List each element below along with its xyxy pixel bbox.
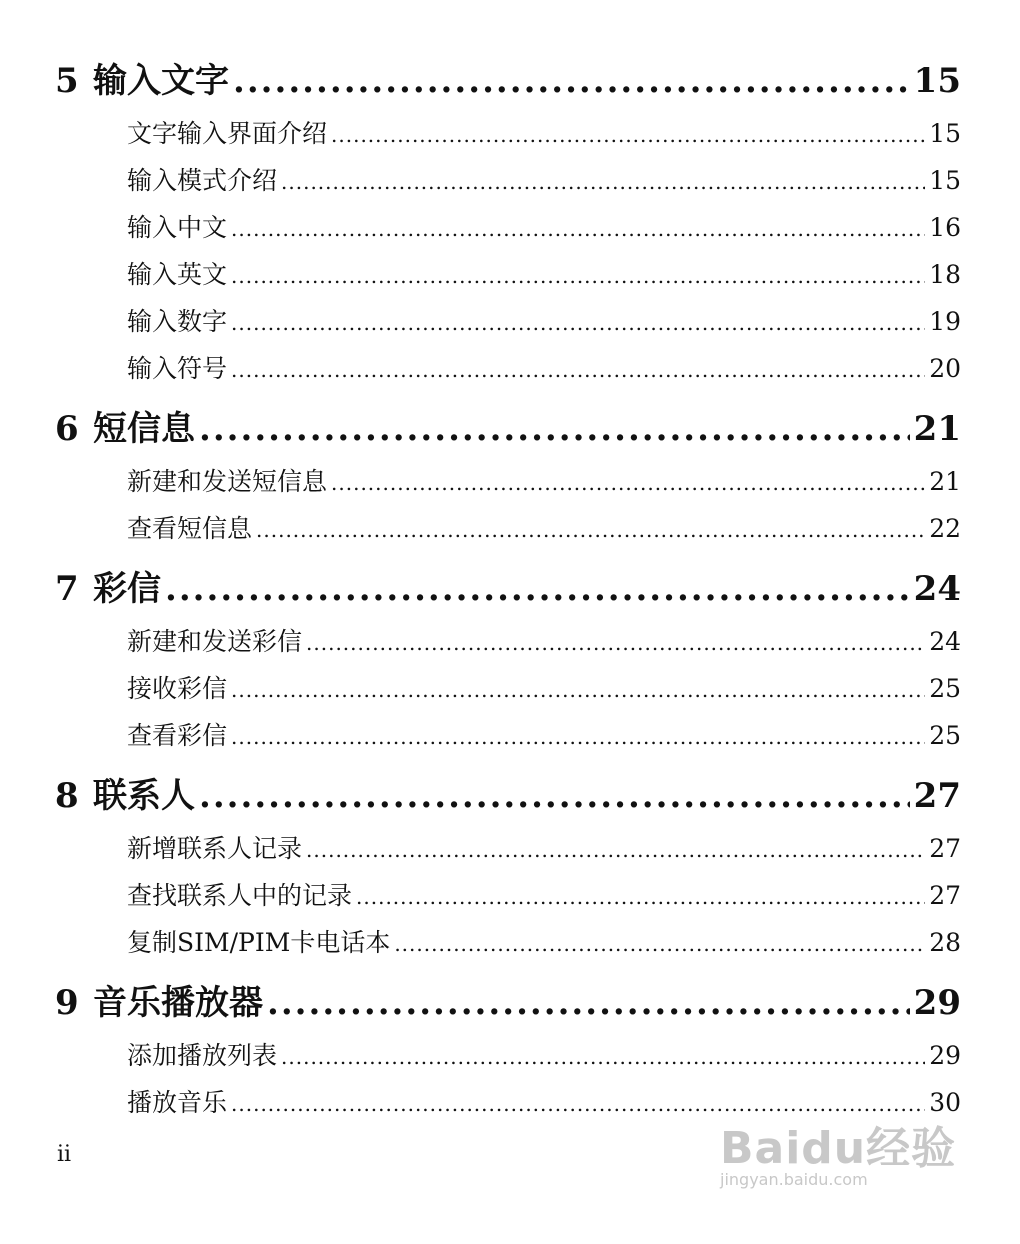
chapter-title: 联系人 — [93, 776, 195, 816]
footer-page-number: ii — [57, 1142, 72, 1167]
section-title: 输入数字 — [127, 307, 228, 336]
dot-leader — [306, 620, 925, 667]
section-title: 输入模式介绍 — [127, 166, 278, 195]
section-title: 输入英文 — [127, 260, 228, 289]
dot-leader — [199, 767, 910, 825]
dot-leader — [165, 560, 910, 618]
toc-section[interactable] — [55, 110, 961, 157]
dot-leader — [199, 400, 910, 458]
chapter-number: 6 — [55, 409, 79, 449]
section-page: 18 — [929, 260, 961, 289]
toc-section[interactable] — [55, 825, 961, 872]
toc-section[interactable] — [55, 157, 961, 204]
dot-leader — [231, 714, 925, 761]
chapter-title: 短信息 — [93, 409, 195, 449]
toc-section[interactable] — [55, 298, 961, 345]
chapter-title: 输入文字 — [93, 61, 229, 101]
section-title: 文字输入界面介绍 — [127, 119, 328, 148]
chapter-page: 27 — [913, 776, 961, 816]
chapter-title: 彩信 — [93, 569, 161, 609]
chapter-page: 15 — [913, 61, 961, 101]
table-of-contents — [55, 52, 961, 1126]
toc-section[interactable] — [55, 919, 961, 966]
section-title: 添加播放列表 — [127, 1041, 278, 1070]
section-page: 15 — [929, 119, 961, 148]
dot-leader — [231, 667, 925, 714]
chapter-number: 9 — [55, 983, 79, 1023]
section-page: 30 — [929, 1088, 961, 1117]
toc-section[interactable] — [55, 712, 961, 759]
dot-leader — [231, 347, 925, 394]
toc-chapter[interactable] — [55, 400, 961, 458]
toc-chapter[interactable] — [55, 974, 961, 1032]
toc-chapter[interactable] — [55, 52, 961, 110]
section-page: 21 — [929, 467, 961, 496]
toc-chapter[interactable] — [55, 767, 961, 825]
toc-section[interactable] — [55, 251, 961, 298]
section-page: 20 — [929, 354, 961, 383]
section-page: 28 — [929, 928, 961, 957]
section-title: 新建和发送彩信 — [127, 627, 303, 656]
toc-section[interactable] — [55, 458, 961, 505]
dot-leader — [281, 159, 925, 206]
section-page: 27 — [929, 834, 961, 863]
toc-chapter[interactable] — [55, 560, 961, 618]
section-title: 输入符号 — [127, 354, 228, 383]
section-title: 播放音乐 — [127, 1088, 228, 1117]
section-page: 27 — [929, 881, 961, 910]
section-page: 16 — [929, 213, 961, 242]
chapter-page: 24 — [913, 569, 961, 609]
toc-section[interactable] — [55, 872, 961, 919]
toc-section[interactable] — [55, 618, 961, 665]
watermark-logo: Baidu经验 — [720, 1123, 957, 1174]
chapter-title: 音乐播放器 — [93, 983, 263, 1023]
section-title: 查看彩信 — [127, 721, 228, 750]
dot-leader — [331, 460, 925, 507]
section-title: 新增联系人记录 — [127, 834, 303, 863]
dot-leader — [233, 52, 910, 110]
chapter-number: 8 — [55, 776, 79, 816]
dot-leader — [281, 1034, 925, 1081]
dot-leader — [231, 253, 925, 300]
watermark-url: jingyan.baidu.com — [720, 1170, 868, 1189]
section-title: 接收彩信 — [127, 674, 228, 703]
dot-leader — [231, 300, 925, 347]
dot-leader — [306, 827, 925, 874]
section-page: 15 — [929, 166, 961, 195]
section-page: 24 — [929, 627, 961, 656]
dot-leader — [394, 921, 925, 968]
chapter-number: 7 — [55, 569, 79, 609]
section-page: 29 — [929, 1041, 961, 1070]
toc-section[interactable] — [55, 665, 961, 712]
baidu-watermark — [720, 1112, 960, 1202]
chapter-number: 5 — [55, 61, 79, 101]
section-page: 25 — [929, 721, 961, 750]
dot-leader — [231, 206, 925, 253]
section-title: 新建和发送短信息 — [127, 467, 328, 496]
toc-section[interactable] — [55, 505, 961, 552]
section-title: 复制SIM/PIM卡电话本 — [127, 928, 391, 957]
chapter-page: 29 — [913, 983, 961, 1023]
dot-leader — [331, 112, 925, 159]
section-title: 查看短信息 — [127, 514, 253, 543]
section-page: 19 — [929, 307, 961, 336]
dot-leader — [256, 507, 925, 554]
section-page: 25 — [929, 674, 961, 703]
toc-section[interactable] — [55, 204, 961, 251]
dot-leader — [267, 974, 910, 1032]
toc-section[interactable] — [55, 1032, 961, 1079]
chapter-page: 21 — [913, 409, 961, 449]
toc-section[interactable] — [55, 345, 961, 392]
dot-leader — [356, 874, 925, 921]
section-title: 输入中文 — [127, 213, 228, 242]
section-page: 22 — [929, 514, 961, 543]
section-title: 查找联系人中的记录 — [127, 881, 353, 910]
